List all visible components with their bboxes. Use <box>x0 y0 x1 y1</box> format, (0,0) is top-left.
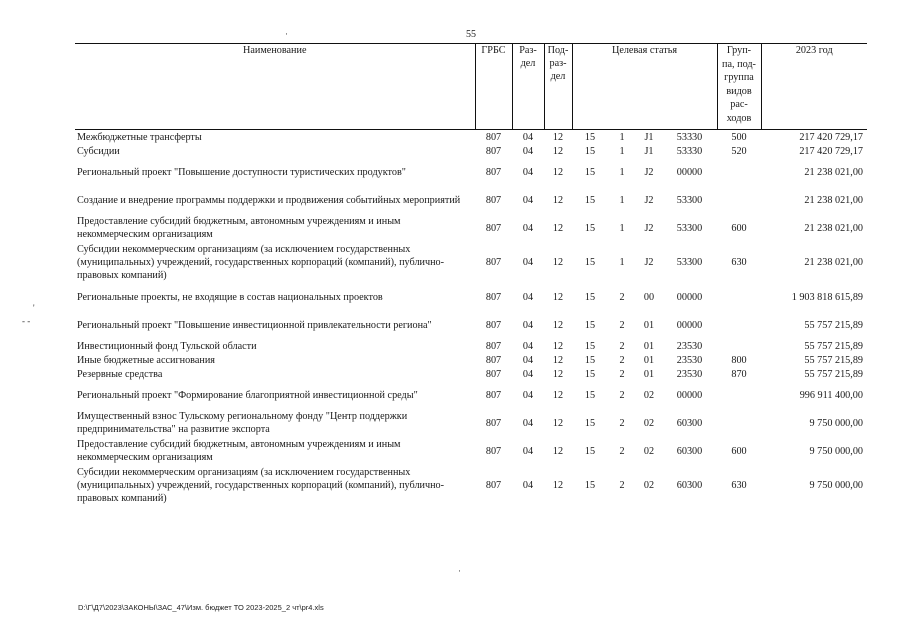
row-expense-group <box>717 283 761 311</box>
row-target-project: J2 <box>644 222 654 234</box>
row-podrazdel: 12 <box>552 257 564 268</box>
row-razdel: 04 <box>522 194 534 206</box>
row-target-direction: 53330 <box>676 131 703 143</box>
row-razdel: 04 <box>522 354 534 366</box>
row-target-program: 15 <box>584 340 596 352</box>
row-amount: 217 420 729,17 <box>799 131 863 143</box>
header-expense-group: Груп- па, под- группа видов рас- ходов <box>717 44 761 130</box>
row-amount: 9 750 000,00 <box>809 480 863 491</box>
row-name: Межбюджетные трансферты <box>77 131 202 143</box>
row-name: Создание и внедрение программы поддержки и продвижения событийных мероприятий <box>77 194 461 206</box>
row-expense-group: 600 <box>731 445 747 457</box>
row-amount: 55 757 215,89 <box>804 340 863 352</box>
row-amount: 55 757 215,89 <box>804 319 863 331</box>
row-podrazdel: 12 <box>552 445 564 457</box>
row-podrazdel: 12 <box>552 222 564 234</box>
row-target-program: 15 <box>584 166 596 178</box>
row-expense-group: 870 <box>731 368 747 380</box>
row-razdel: 04 <box>522 417 534 429</box>
row-podrazdel: 12 <box>552 480 564 491</box>
row-podrazdel: 12 <box>552 166 564 178</box>
row-name: Субсидии <box>77 145 120 157</box>
table-row <box>75 311 867 339</box>
table-row <box>75 130 867 145</box>
row-target-subprogram: 1 <box>619 145 625 157</box>
row-podrazdel: 12 <box>552 291 564 303</box>
row-razdel: 04 <box>522 131 534 143</box>
file-path-footer: D:\Г\Д7\2023\ЗАКОНЫ\ЗАС_47\Изм. бюджет ТО 2023-2025_2 чт\pr4.xls <box>78 603 324 612</box>
row-razdel: 04 <box>522 389 534 401</box>
row-razdel: 04 <box>522 319 534 331</box>
row-expense-group <box>717 311 761 339</box>
row-name: Предоставление субсидий бюджетным, автономным учреждениям и иным некоммерческим организациям <box>77 216 401 240</box>
table-row <box>75 214 867 242</box>
row-target-subprogram: 2 <box>619 319 625 331</box>
table-row <box>75 353 867 367</box>
row-expense-group <box>717 158 761 186</box>
table-row <box>75 242 867 283</box>
row-grbs: 807 <box>485 319 502 331</box>
row-target-subprogram: 1 <box>619 257 625 268</box>
row-target-project: J1 <box>644 145 654 157</box>
row-target-direction: 60300 <box>676 480 703 491</box>
row-podrazdel: 12 <box>552 354 564 366</box>
row-grbs: 807 <box>485 166 502 178</box>
row-podrazdel: 12 <box>552 145 564 157</box>
row-target-subprogram: 1 <box>619 131 625 143</box>
row-expense-group: 800 <box>731 354 747 366</box>
row-grbs: 807 <box>485 368 502 380</box>
row-target-subprogram: 2 <box>619 480 625 491</box>
row-razdel: 04 <box>522 291 534 303</box>
row-name: Субсидии некоммерческим организациям (за исключением государственных (муниципальных) учреждений, государственных корпораций (компаний), публично-правовых компаний) <box>77 467 445 504</box>
row-amount: 55 757 215,89 <box>804 368 863 380</box>
row-razdel: 04 <box>522 445 534 457</box>
row-name: Региональный проект "Повышение инвестиционной привлекательности региона" <box>77 319 432 331</box>
row-name: Региональный проект "Повышение доступности туристических продуктов" <box>77 166 406 178</box>
row-grbs: 807 <box>485 257 502 268</box>
row-amount: 21 238 021,00 <box>804 222 863 234</box>
row-amount: 21 238 021,00 <box>804 194 863 206</box>
row-target-program: 15 <box>584 480 596 491</box>
table-row <box>75 339 867 353</box>
row-grbs: 807 <box>485 291 502 303</box>
row-target-program: 15 <box>584 222 596 234</box>
scan-speck: · <box>285 29 288 39</box>
row-target-project: J2 <box>644 257 654 268</box>
table-header-row <box>75 44 867 130</box>
row-target-project: 02 <box>643 417 655 429</box>
row-name: Резервные средства <box>77 368 163 380</box>
row-target-subprogram: 2 <box>619 417 625 429</box>
table-body <box>75 130 867 507</box>
row-expense-group <box>717 381 761 409</box>
header-name: Наименование <box>75 44 475 130</box>
row-name: Региональные проекты, не входящие в состав национальных проектов <box>77 291 383 303</box>
row-target-subprogram: 2 <box>619 368 625 380</box>
table-row <box>75 144 867 158</box>
row-grbs: 807 <box>485 131 502 143</box>
row-target-project: 01 <box>643 319 655 331</box>
row-podrazdel: 12 <box>552 194 564 206</box>
row-amount: 1 903 818 615,89 <box>791 291 863 303</box>
row-target-subprogram: 2 <box>619 445 625 457</box>
row-podrazdel: 12 <box>552 131 564 143</box>
row-razdel: 04 <box>522 368 534 380</box>
row-name: Инвестиционный фонд Тульской области <box>77 340 257 352</box>
row-grbs: 807 <box>485 340 502 352</box>
scan-speck: - - <box>22 316 31 326</box>
row-expense-group: 600 <box>731 222 747 234</box>
row-target-program: 15 <box>584 319 596 331</box>
row-amount: 9 750 000,00 <box>809 445 863 457</box>
row-razdel: 04 <box>522 257 534 268</box>
row-target-project: 01 <box>643 368 655 380</box>
row-razdel: 04 <box>522 166 534 178</box>
row-target-program: 15 <box>584 257 596 268</box>
header-podrazdel: Под- раз- дел <box>544 44 572 130</box>
budget-table <box>75 43 867 506</box>
row-target-direction: 53300 <box>676 257 703 268</box>
row-grbs: 807 <box>485 222 502 234</box>
row-target-direction: 60300 <box>676 445 703 457</box>
row-target-project: J1 <box>644 131 654 143</box>
row-grbs: 807 <box>485 417 502 429</box>
row-target-project: 01 <box>643 340 655 352</box>
row-grbs: 807 <box>485 354 502 366</box>
row-target-project: 00 <box>643 291 655 303</box>
table-row <box>75 158 867 186</box>
table-row <box>75 381 867 409</box>
row-target-direction: 53330 <box>676 145 703 157</box>
scan-speck: ' <box>33 303 35 313</box>
row-expense-group: 630 <box>731 257 747 268</box>
row-target-subprogram: 2 <box>619 389 625 401</box>
row-razdel: 04 <box>522 340 534 352</box>
table-row <box>75 465 867 506</box>
row-target-subprogram: 2 <box>619 340 625 352</box>
row-target-program: 15 <box>584 131 596 143</box>
header-grbs: ГРБС <box>475 44 512 130</box>
row-grbs: 807 <box>485 194 502 206</box>
row-target-project: 02 <box>643 445 655 457</box>
row-target-direction: 23530 <box>676 354 703 366</box>
row-name: Имущественный взнос Тульскому региональному фонду "Центр поддержки предпринимательства" на развитие экспорта <box>77 411 408 435</box>
row-grbs: 807 <box>485 445 502 457</box>
row-target-project: 01 <box>643 354 655 366</box>
row-target-program: 15 <box>584 389 596 401</box>
row-expense-group: 500 <box>731 131 747 143</box>
row-podrazdel: 12 <box>552 319 564 331</box>
row-podrazdel: 12 <box>552 417 564 429</box>
scan-speck: · <box>458 566 461 576</box>
row-target-direction: 00000 <box>676 291 703 303</box>
header-target-article: Целевая статья <box>572 44 717 130</box>
row-target-program: 15 <box>584 291 596 303</box>
row-razdel: 04 <box>522 222 534 234</box>
table-row <box>75 367 867 381</box>
row-target-subprogram: 1 <box>619 194 625 206</box>
table-row <box>75 186 867 214</box>
row-target-program: 15 <box>584 445 596 457</box>
row-podrazdel: 12 <box>552 368 564 380</box>
row-amount: 55 757 215,89 <box>804 354 863 366</box>
row-target-subprogram: 2 <box>619 291 625 303</box>
row-name: Предоставление субсидий бюджетным, автономным учреждениям и иным некоммерческим организациям <box>77 439 401 463</box>
row-amount: 9 750 000,00 <box>809 417 863 429</box>
row-expense-group: 630 <box>731 480 747 491</box>
row-target-direction: 23530 <box>676 340 703 352</box>
row-target-program: 15 <box>584 194 596 206</box>
row-target-direction: 00000 <box>676 319 703 331</box>
row-amount: 21 238 021,00 <box>804 166 863 178</box>
row-target-subprogram: 2 <box>619 354 625 366</box>
row-target-direction: 00000 <box>676 166 703 178</box>
row-grbs: 807 <box>485 480 502 491</box>
row-target-project: 02 <box>643 480 655 491</box>
row-target-direction: 23530 <box>676 368 703 380</box>
row-amount: 996 911 400,00 <box>799 389 863 401</box>
row-name: Иные бюджетные ассигнования <box>77 354 215 366</box>
row-razdel: 04 <box>522 145 534 157</box>
header-year: 2023 год <box>761 44 867 130</box>
row-podrazdel: 12 <box>552 340 564 352</box>
page-number: 55 <box>466 29 476 40</box>
row-name: Региональный проект "Формирование благоприятной инвестиционной среды" <box>77 389 418 401</box>
row-target-direction: 60300 <box>676 417 703 429</box>
row-grbs: 807 <box>485 145 502 157</box>
row-target-subprogram: 1 <box>619 166 625 178</box>
row-target-program: 15 <box>584 417 596 429</box>
row-expense-group <box>717 186 761 214</box>
row-expense-group <box>717 409 761 437</box>
row-razdel: 04 <box>522 480 534 491</box>
row-target-program: 15 <box>584 145 596 157</box>
row-target-direction: 00000 <box>676 389 703 401</box>
row-target-subprogram: 1 <box>619 222 625 234</box>
table-row <box>75 409 867 437</box>
row-target-program: 15 <box>584 368 596 380</box>
row-grbs: 807 <box>485 389 502 401</box>
table-row <box>75 283 867 311</box>
row-name: Субсидии некоммерческим организациям (за исключением государственных (муниципальных) учреждений, государственных корпораций (компаний), публично-правовых компаний) <box>77 244 445 281</box>
row-target-direction: 53300 <box>676 222 703 234</box>
row-expense-group <box>717 339 761 353</box>
table-row <box>75 437 867 465</box>
row-target-project: 02 <box>643 389 655 401</box>
row-expense-group: 520 <box>731 145 747 157</box>
row-amount: 217 420 729,17 <box>799 145 863 157</box>
row-target-project: J2 <box>644 194 654 206</box>
header-razdel: Раз- дел <box>512 44 544 130</box>
row-podrazdel: 12 <box>552 389 564 401</box>
row-amount: 21 238 021,00 <box>804 257 863 268</box>
row-target-program: 15 <box>584 354 596 366</box>
row-target-project: J2 <box>644 166 654 178</box>
row-target-direction: 53300 <box>676 194 703 206</box>
